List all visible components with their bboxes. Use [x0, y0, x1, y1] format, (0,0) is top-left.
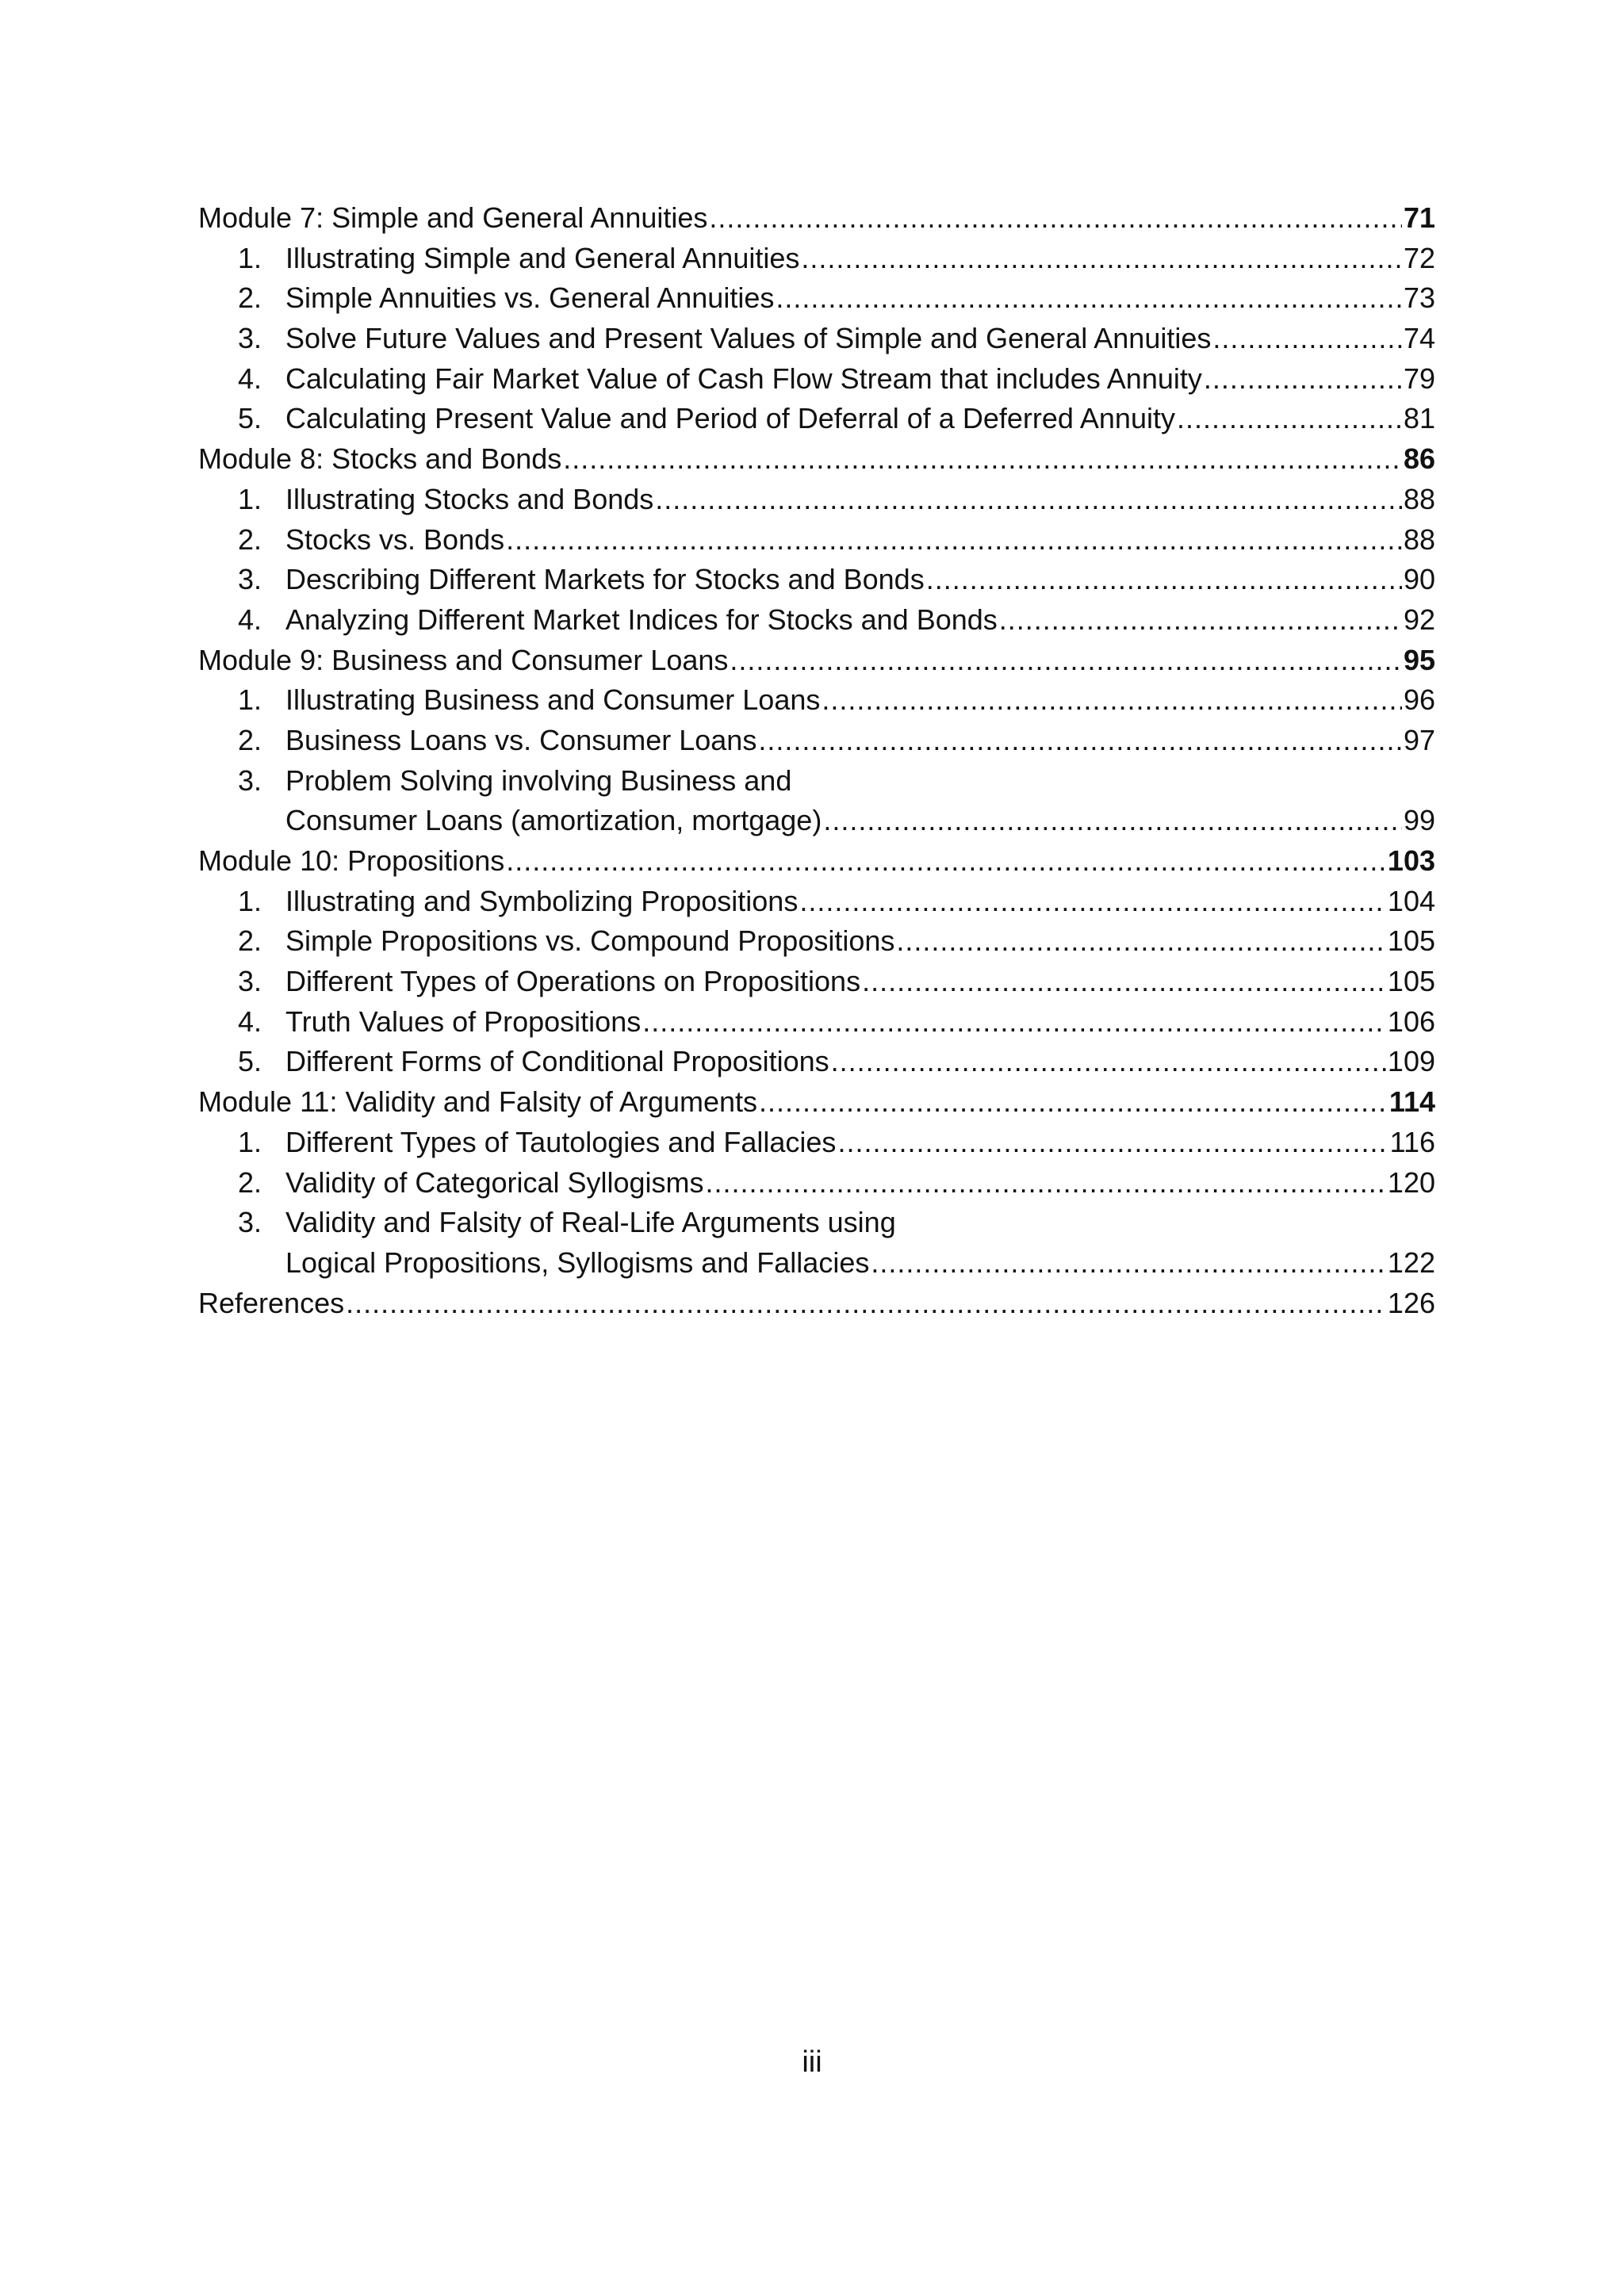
toc-lesson-entry [198, 1123, 1435, 1163]
toc-dot-leader [799, 882, 1386, 922]
toc-lesson-entry [198, 359, 1435, 400]
toc-lesson-entry [198, 882, 1435, 922]
toc-entry-title: Illustrating Simple and General Annuities [285, 241, 800, 274]
toc-lesson-entry [198, 761, 1435, 802]
toc-entry-page: 105 [1387, 924, 1435, 958]
toc-entry-page: 106 [1387, 1004, 1435, 1038]
toc-entry-page: 99 [1403, 804, 1435, 837]
toc-entry-title: Simple Propositions vs. Compound Propositions [285, 924, 895, 958]
toc-entry-title: Illustrating Stocks and Bonds [285, 482, 654, 515]
toc-entry-title: Calculating Present Value and Period of Deferral of a Deferred Annuity [285, 402, 1175, 435]
toc-dot-leader [926, 560, 1402, 600]
toc-entry-title: Simple Annuities vs. General Annuities [285, 281, 775, 315]
toc-lesson-entry [198, 1163, 1435, 1203]
toc-dot-leader [871, 1243, 1386, 1284]
toc-lesson-entry [198, 399, 1435, 439]
toc-lesson-entry [198, 1002, 1435, 1043]
toc-dot-leader [759, 1082, 1388, 1123]
toc-dot-leader [506, 841, 1386, 882]
toc-dot-leader [506, 520, 1402, 561]
toc-dot-leader [655, 480, 1402, 520]
toc-entry-number: 2. [238, 1165, 262, 1199]
toc-entry-page: 122 [1387, 1246, 1435, 1279]
toc-dot-leader [776, 278, 1402, 319]
toc-entry-number: 3. [238, 763, 262, 797]
toc-dot-leader [831, 1042, 1386, 1082]
toc-dot-leader [758, 721, 1402, 761]
toc-entry-page: 90 [1403, 563, 1435, 596]
toc-entry-page: 88 [1403, 482, 1435, 515]
toc-module-entry [198, 841, 1435, 882]
toc-entry-page: 104 [1387, 884, 1435, 917]
toc-dot-leader [709, 198, 1402, 239]
toc-dot-leader [346, 1284, 1386, 1324]
toc-dot-leader [862, 962, 1386, 1002]
toc-dot-leader [730, 641, 1402, 681]
toc-entry-number: 4. [238, 1004, 262, 1038]
toc-entry-title: Different Types of Tautologies and Fallacies [285, 1125, 837, 1158]
toc-entry-page: 126 [1387, 1286, 1435, 1319]
toc-entry-title: Module 11: Validity and Falsity of Arguments [198, 1085, 758, 1119]
toc-lesson-entry [198, 480, 1435, 520]
toc-entry-title: Validity and Falsity of Real-Life Arguments using [285, 1206, 896, 1239]
toc-entry-title: Stocks vs. Bonds [285, 522, 505, 556]
toc-entry-page: 120 [1387, 1165, 1435, 1199]
toc-lesson-entry [198, 1042, 1435, 1082]
toc-dot-leader [642, 1002, 1386, 1043]
toc-lesson-entry [198, 721, 1435, 761]
toc-entry-number: 4. [238, 362, 262, 395]
toc-entry-page: 74 [1403, 322, 1435, 355]
toc-lesson-continuation [198, 1243, 1435, 1284]
toc-module-entry [198, 641, 1435, 681]
toc-entry-title: Truth Values of Propositions [285, 1004, 642, 1038]
toc-entry-page: 103 [1387, 844, 1435, 877]
toc-module-entry [198, 198, 1435, 239]
toc-entry-page: 116 [1389, 1125, 1435, 1158]
toc-entry-title: Different Forms of Conditional Propositions [285, 1045, 829, 1078]
toc-entry-title: Calculating Fair Market Value of Cash Flow Stream that includes Annuity [285, 362, 1202, 395]
toc-entry-title: Business Loans vs. Consumer Loans [285, 723, 757, 756]
toc-entry-title: Illustrating Business and Consumer Loans [285, 683, 821, 717]
toc-dot-leader [896, 921, 1386, 962]
toc-entry-page: 92 [1403, 603, 1435, 636]
toc-entry-page: 86 [1403, 442, 1435, 476]
toc-entry-number: 2. [238, 723, 262, 756]
toc-dot-leader [822, 680, 1402, 721]
toc-entry-number: 3. [238, 1206, 262, 1239]
toc-entry-page: 73 [1403, 281, 1435, 315]
toc-lesson-continuation [198, 801, 1435, 841]
toc-entry-title: Logical Propositions, Syllogisms and Fallacies [285, 1246, 870, 1279]
toc-entry-title: Analyzing Different Market Indices for Stocks and Bonds [285, 603, 998, 636]
toc-entry-title: Module 7: Simple and General Annuities [198, 201, 708, 234]
toc-lesson-entry [198, 278, 1435, 319]
toc-lesson-entry [198, 680, 1435, 721]
toc-entry-number: 1. [238, 482, 262, 515]
toc-entry-number: 3. [238, 322, 262, 355]
toc-entry-page: 114 [1388, 1085, 1435, 1119]
toc-entry-page: 105 [1387, 965, 1435, 998]
toc-entry-title: Different Types of Operations on Propositions [285, 965, 861, 998]
toc-lesson-entry [198, 239, 1435, 279]
toc-entry-title: Solve Future Values and Present Values of Simple and General Annuities [285, 322, 1212, 355]
toc-entry-page: 81 [1403, 402, 1435, 435]
toc-dot-leader [823, 801, 1402, 841]
toc-entry-number: 2. [238, 924, 262, 958]
toc-entry-title: Problem Solving involving Business and [285, 763, 792, 797]
toc-dot-leader [999, 600, 1402, 641]
toc-entry-title: Validity of Categorical Syllogisms [285, 1165, 704, 1199]
toc-module-entry [198, 439, 1435, 480]
toc-lesson-entry [198, 520, 1435, 561]
toc-lesson-entry [198, 600, 1435, 641]
toc-entry-page: 72 [1403, 241, 1435, 274]
toc-entry-number: 1. [238, 241, 262, 274]
toc-dot-leader [837, 1123, 1388, 1163]
toc-lesson-entry [198, 962, 1435, 1002]
toc-entry-number: 3. [238, 965, 262, 998]
toc-entry-title: Module 9: Business and Consumer Loans [198, 643, 729, 676]
toc-references-entry [198, 1284, 1435, 1324]
toc-lesson-entry [198, 1203, 1435, 1243]
toc-dot-leader [1177, 399, 1402, 439]
toc-lesson-entry [198, 319, 1435, 359]
toc-entry-title: Module 8: Stocks and Bonds [198, 442, 562, 476]
toc-dot-leader [1212, 319, 1402, 359]
toc-entry-number: 1. [238, 1125, 262, 1158]
toc-entry-number: 3. [238, 563, 262, 596]
toc-entry-title: Illustrating and Symbolizing Propositions [285, 884, 799, 917]
toc-entry-number: 1. [238, 683, 262, 717]
toc-module-entry [198, 1082, 1435, 1123]
toc-entry-page: 79 [1403, 362, 1435, 395]
toc-entry-number: 1. [238, 884, 262, 917]
toc-entry-page: 95 [1403, 643, 1435, 676]
toc-lesson-entry [198, 560, 1435, 600]
toc-entry-title: Describing Different Markets for Stocks and Bonds [285, 563, 925, 596]
toc-entry-title: References [198, 1286, 345, 1319]
toc-entry-number: 5. [238, 402, 262, 435]
toc-entry-page: 109 [1387, 1045, 1435, 1078]
toc-entry-title: Consumer Loans (amortization, mortgage) [285, 804, 822, 837]
toc-entry-number: 5. [238, 1045, 262, 1078]
toc-dot-leader [1204, 359, 1402, 400]
toc-dot-leader [801, 239, 1402, 279]
toc-entry-page: 97 [1403, 723, 1435, 756]
toc-entry-title: Module 10: Propositions [198, 844, 505, 877]
toc-entry-page: 96 [1403, 683, 1435, 717]
toc-entry-number: 2. [238, 281, 262, 315]
toc-entry-number: 4. [238, 603, 262, 636]
toc-entry-number: 2. [238, 522, 262, 556]
page-number: iii [802, 2045, 822, 2079]
toc-dot-leader [563, 439, 1402, 480]
toc-lesson-entry [198, 921, 1435, 962]
toc-entry-page: 71 [1403, 201, 1435, 234]
table-of-contents [198, 198, 1435, 1323]
toc-entry-page: 88 [1403, 522, 1435, 556]
toc-dot-leader [706, 1163, 1386, 1203]
